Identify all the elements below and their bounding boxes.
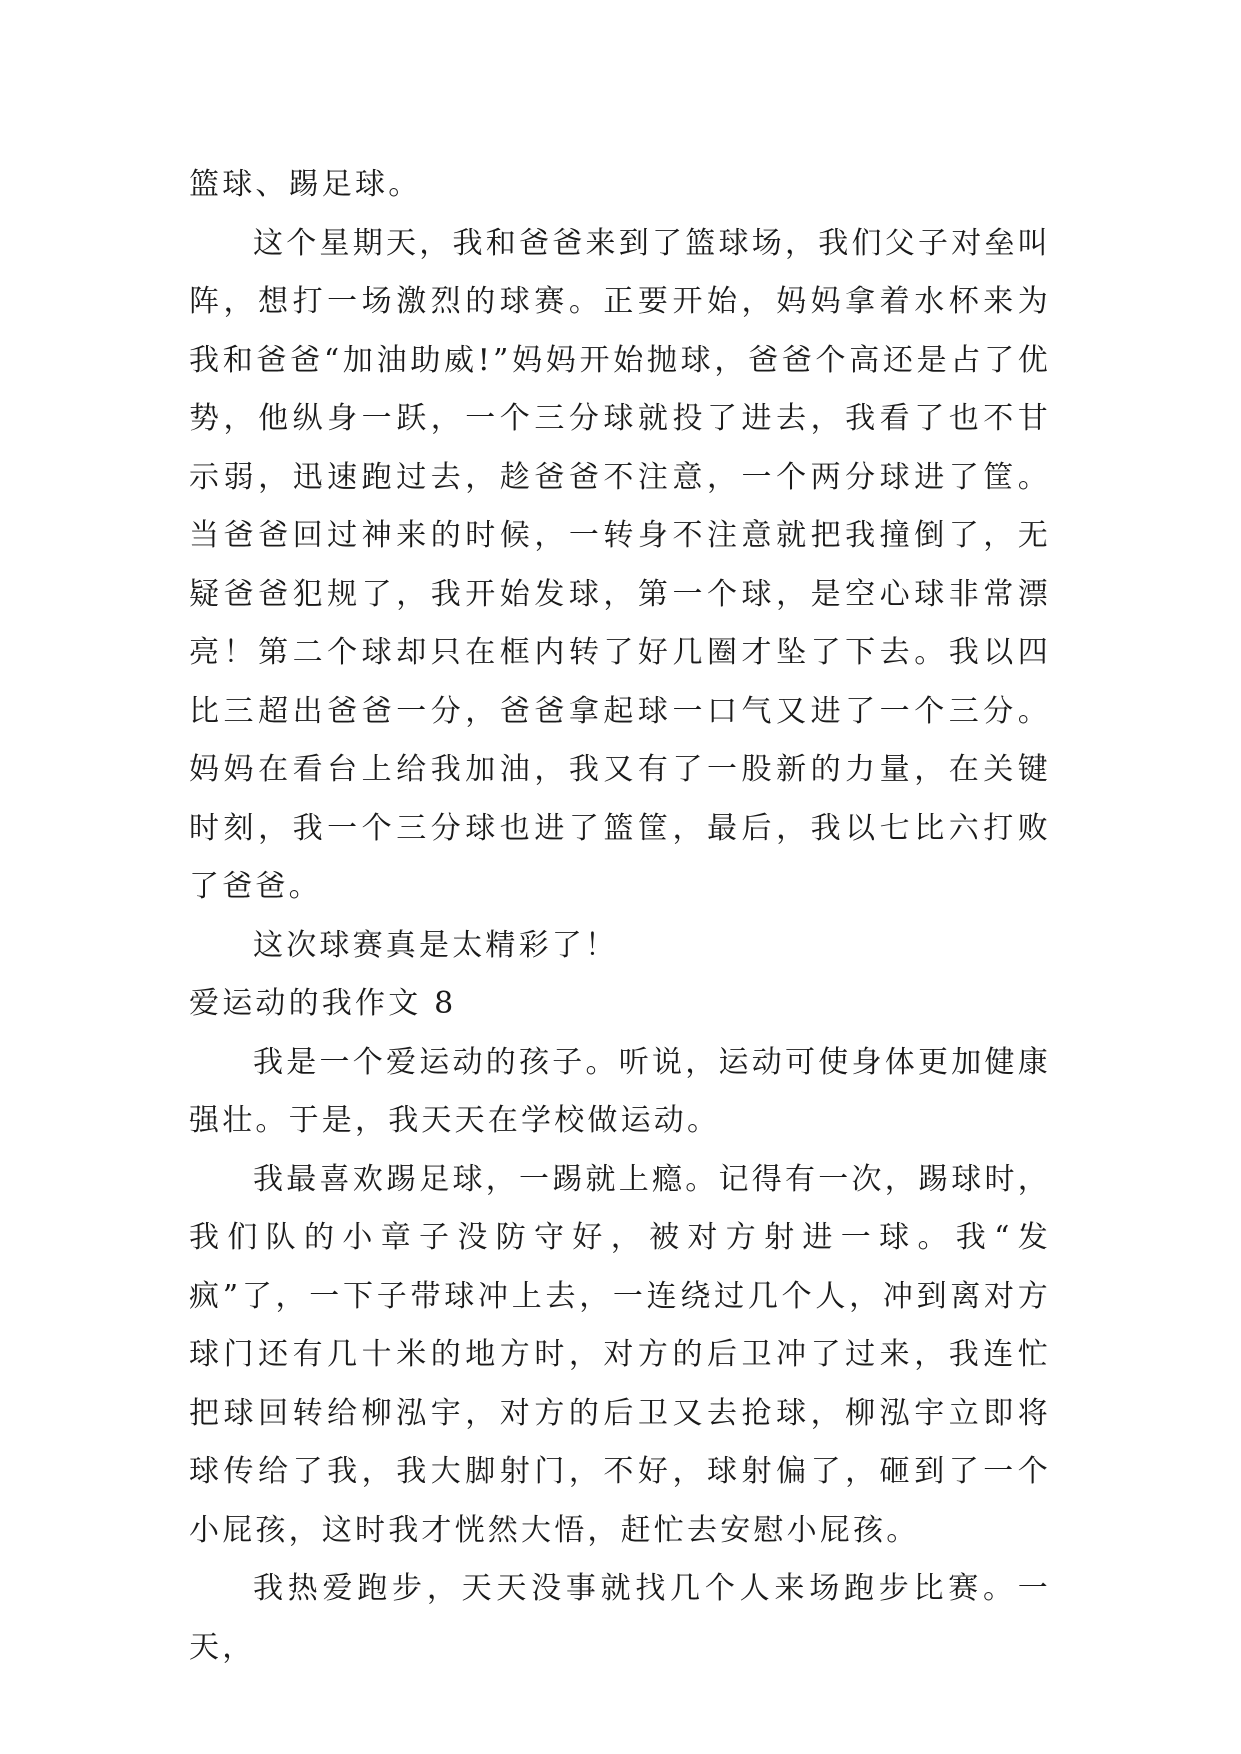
paragraph-running: 我热爱跑步，天天没事就找几个人来场跑步比赛。一天， xyxy=(189,1571,1051,1665)
paragraph-intro: 我是一个爱运动的孩子。听说，运动可使身体更加健康强壮。于是，我天天在学校做运动。 xyxy=(189,1044,1051,1138)
paragraph-continuation: 篮球、踢足球。 xyxy=(189,167,422,202)
paragraph-basketball-game: 这个星期天，我和爸爸来到了篮球场，我们父子对垒叫阵，想打一场激烈的球赛。正要开始，妈妈拿着水杯来为我和爸爸“加油助威!”妈妈开始抛球，爸爸个高还是占了优势，他纵身一跃，一个三分球就投了进去，我看了也不甘示弱，迅速跑过去，趁爸爸不注意，一个两分球进了筐。当爸爸回过神来的时候，一转身不注意就把我撞倒了，无疑爸爸犯规了，我开始发球，第一个球，是空心球非常漂亮！第二个球却只在框内转了好几圈才坠了下去。我以四比三超出爸爸一分，爸爸拿起球一口气又进了一个三分。妈妈在看台上给我加油，我又有了一股新的力量，在关键时刻，我一个三分球也进了篮筐，最后，我以七比六打败了爸爸。 xyxy=(189,225,1051,904)
document-page xyxy=(189,156,1051,1677)
section-heading: 爱运动的我作文 8 xyxy=(189,986,457,1021)
paragraph-football: 我最喜欢踢足球，一踢就上瘾。记得有一次，踢球时，我们队的小章子没防守好，被对方射进一球。我“发疯”了，一下子带球冲上去，一连绕过几个人，冲到离对方球门还有几十米的地方时，对方的后卫冲了过来，我连忙把球回转给柳泓宇，对方的后卫又去抢球，柳泓宇立即将球传给了我，我大脚射门，不好，球射偏了，砸到了一个小屁孩，这时我才恍然大悟，赶忙去安慰小屁孩。 xyxy=(189,1161,1051,1548)
paragraph-game-conclusion: 这次球赛真是太精彩了！ xyxy=(253,927,619,963)
